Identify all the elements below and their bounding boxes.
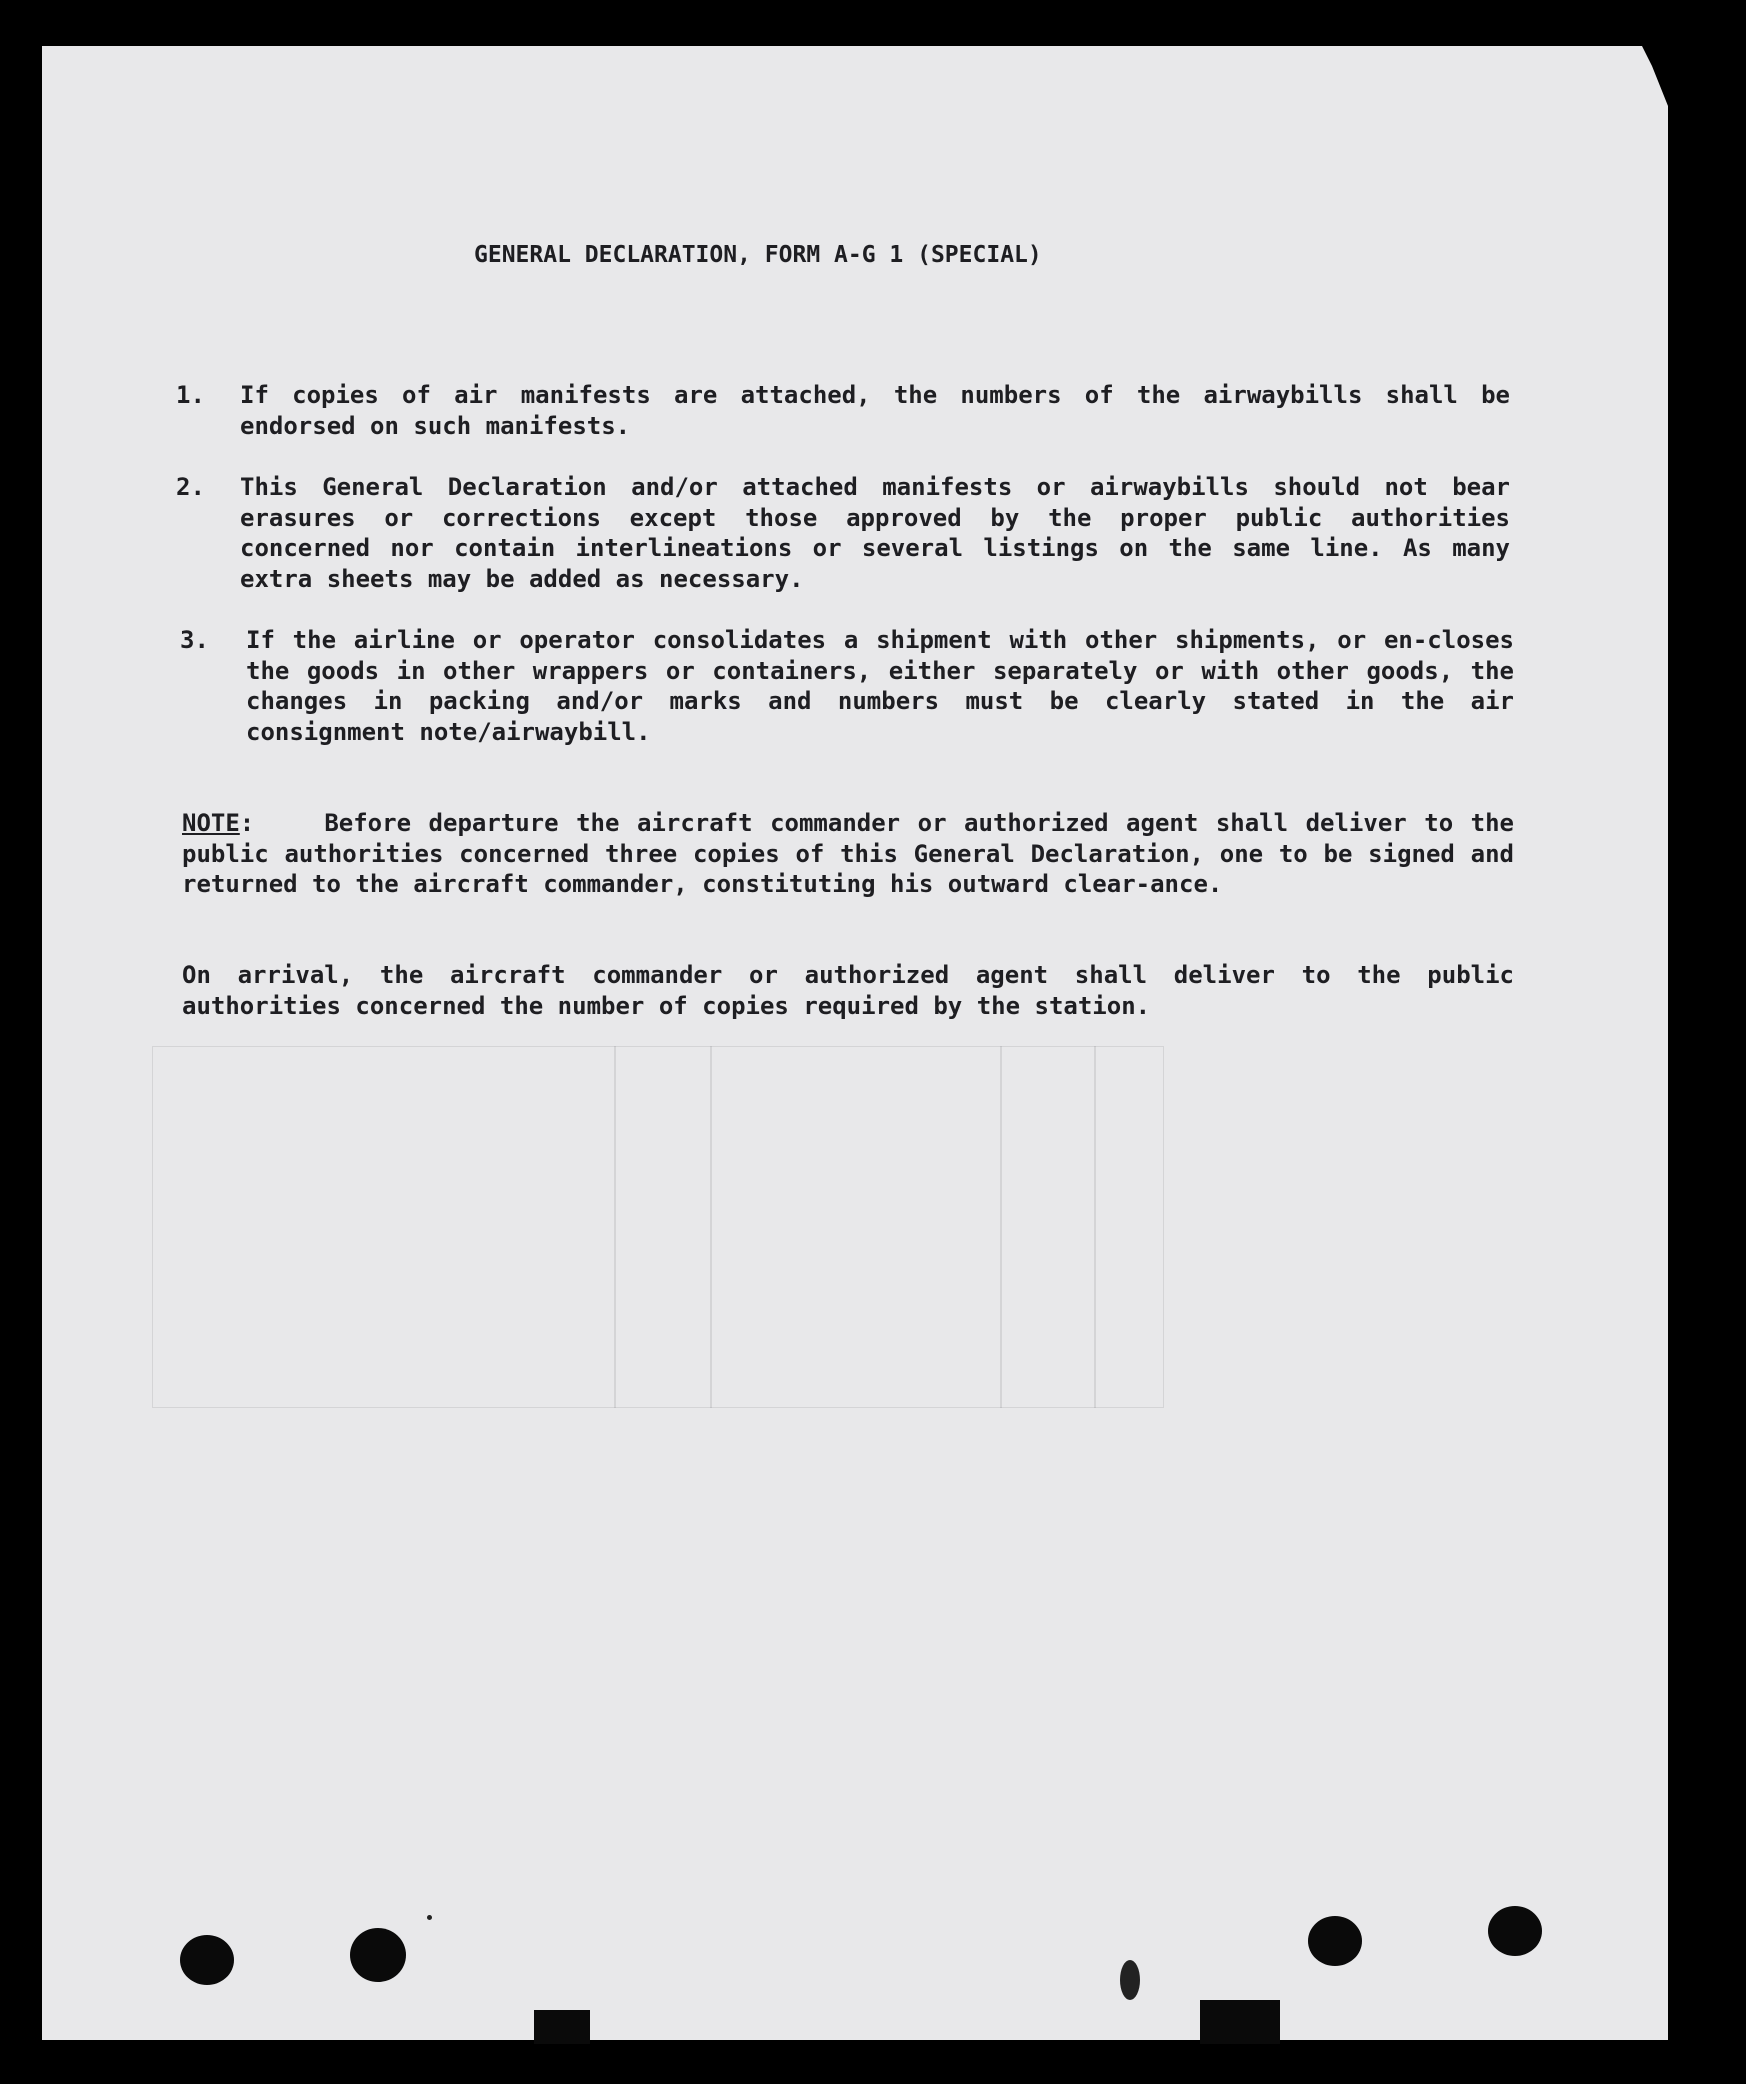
document-page <box>42 46 1668 2040</box>
item-text: If copies of air manifests are attached, the numbers of the airwaybills shall be endorsed on such manifests. <box>240 381 1510 440</box>
note-label: NOTE <box>182 809 240 837</box>
note-text: Before departure the aircraft commander or authorized agent shall deliver to the public authorities concerned three copies of this General Declaration, one to be signed and returned to the aircraft commander, constituting his outward clear-ance. <box>182 809 1515 898</box>
bleed-through-box <box>152 1046 1164 1408</box>
item-text: If the airline or operator consolidates a shipment with other shipments, or en-closes the goods in other wrappers or containers, either separately or with other goods, the changes in packing and/or marks and numbers must be clearly stated in the air consignment note/airwaybill. <box>246 626 1514 746</box>
page-title: GENERAL DECLARATION, FORM A-G 1 (SPECIAL) <box>474 242 1042 268</box>
binder-tab <box>1200 2000 1280 2044</box>
punch-hole <box>350 1928 406 1982</box>
punch-hole <box>180 1935 234 1985</box>
ink-speck <box>427 1915 432 1920</box>
item-number: 3. <box>180 626 209 654</box>
punch-hole <box>1308 1916 1362 1966</box>
arrival-paragraph: On arrival, the aircraft commander or authorized agent shall deliver to the public authorities concerned the number of copies required by the station. <box>182 961 1514 1020</box>
punch-hole <box>1488 1906 1542 1956</box>
bleed-through-column <box>710 1046 712 1408</box>
bleed-through-column <box>1000 1046 1002 1408</box>
item-number: 1. <box>176 381 205 409</box>
binder-tab <box>534 2010 590 2044</box>
bleed-through-column <box>614 1046 616 1408</box>
item-number: 2. <box>176 473 205 501</box>
note-paragraph: NOTE: Before departure the aircraft commander or authorized agent shall deliver to the public authorities concerned three copies of this General Declaration, one to be signed and returned to the aircraft commander, constituting his outward clear-ance. <box>182 809 1515 898</box>
item-text: This General Declaration and/or attached manifests or airwaybills should not bear erasures or corrections except those approved by the proper public authorities concerned nor contain interlineations or several listings on the same line. As many extra sheets may be added as necessary. <box>240 473 1510 593</box>
bleed-through-column <box>1094 1046 1096 1408</box>
ink-speck <box>1120 1960 1140 2000</box>
